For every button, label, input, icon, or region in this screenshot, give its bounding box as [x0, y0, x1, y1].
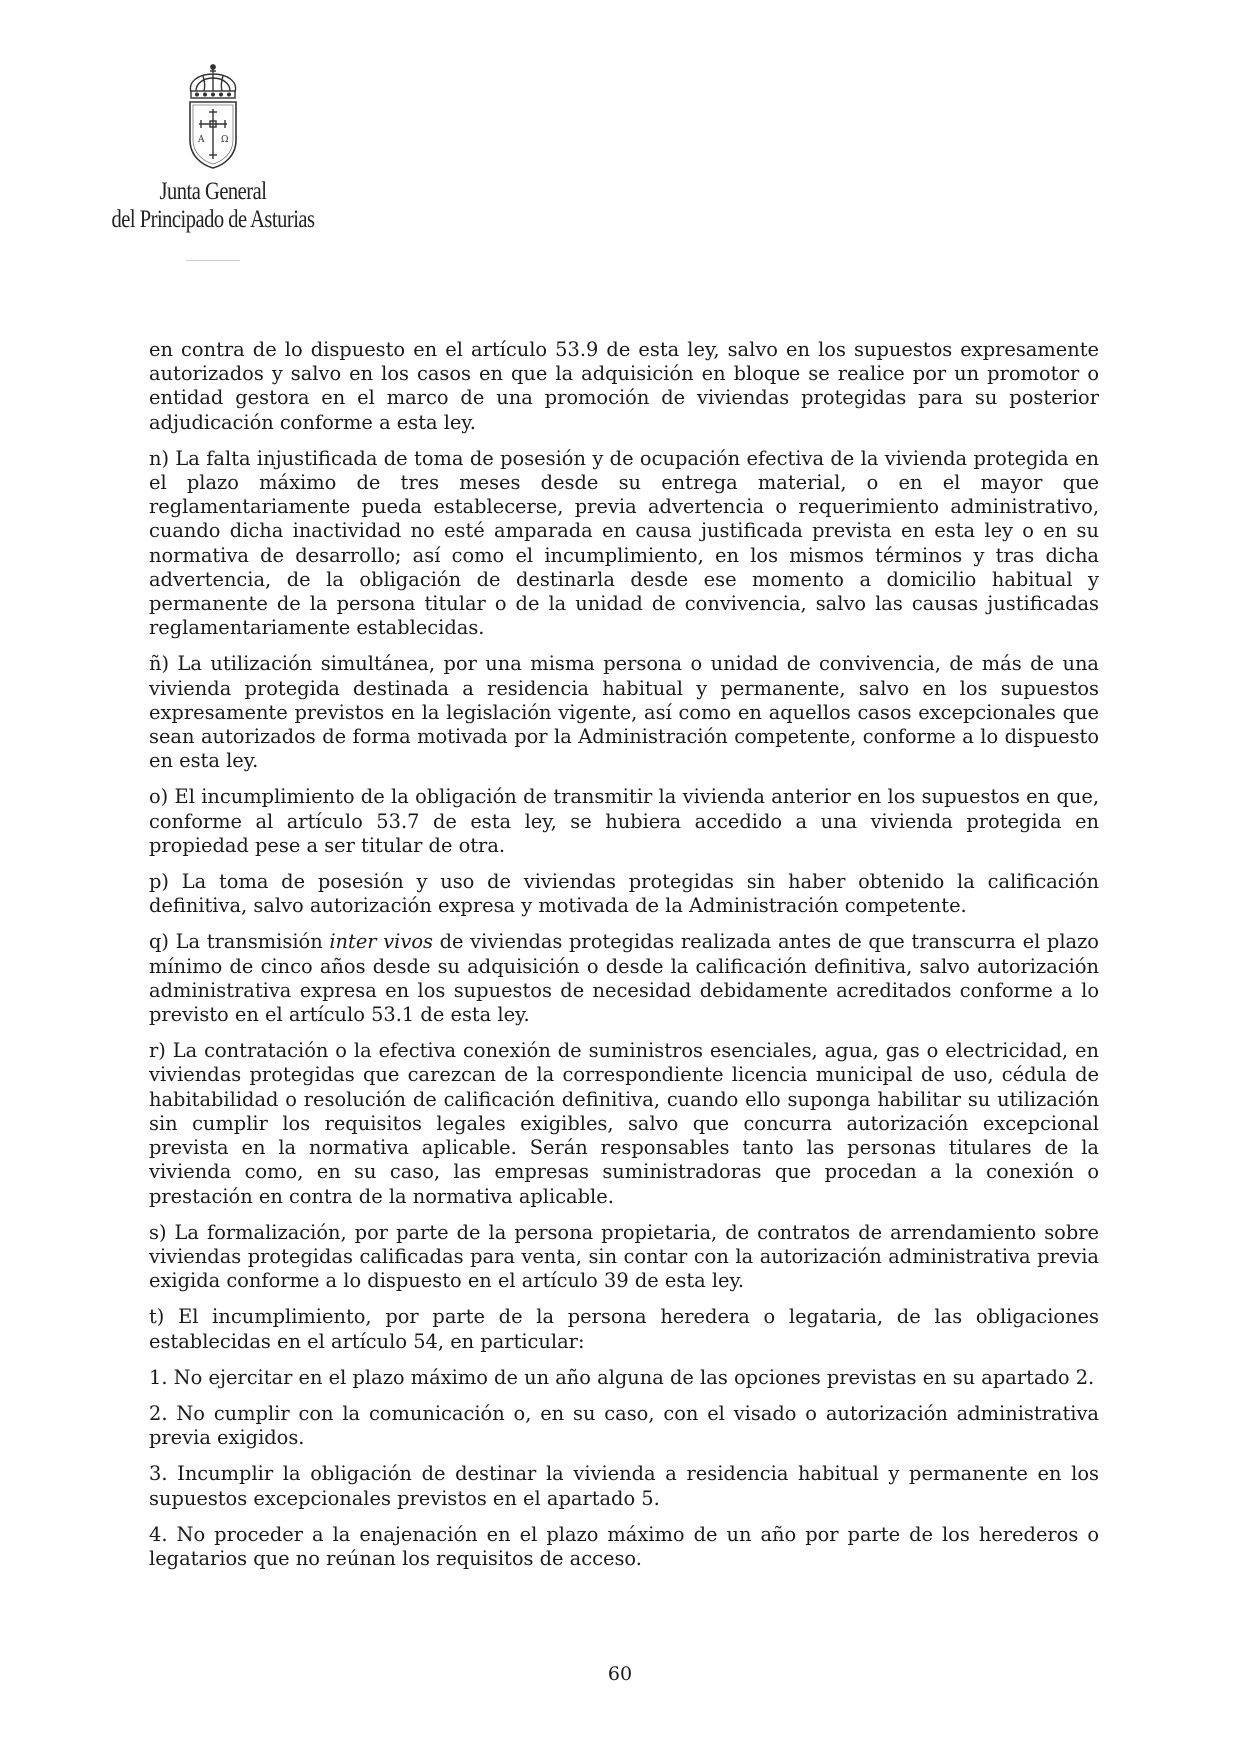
- paragraph-item-p: p) La toma de posesión y uso de viviendas protegidas sin haber obtenido la calificación definitiva, salvo autorización expresa y motivada de la Administración competente.: [149, 870, 1099, 918]
- paragraph-item-enye: ñ) La utilización simultánea, por una misma persona o unidad de convivencia, de más de una vivienda protegida destinada a residencia habitual y permanente, salvo en los supuestos expresamente previstos en la legislación vigente, así como en aquellos casos excepcionales que sean autorizados de forma motivada por la Administración competente, conforme a lo dispuesto en esta ley.: [149, 652, 1099, 773]
- page-header: [88, 62, 338, 261]
- paragraph-item-n: n) La falta injustificada de toma de posesión y de ocupación efectiva de la vivienda protegida en el plazo máximo de tres meses desde su entrega material, o en el mayor que reglamentariamente pueda establecerse, previa advertencia o requerimiento administrativo, cuando dicha inactividad no esté amparada en causa justificada prevista en esta ley o en su normativa de desarrollo; así como el incumplimiento, en los mismos términos y tras dicha advertencia, de la obligación de destinarla desde ese momento a domicilio habitual y permanente de la persona titular o de la unidad de convivencia, salvo las causas justificadas reglamentariamente establecidas.: [149, 446, 1099, 640]
- svg-text:A: A: [198, 135, 205, 145]
- coat-of-arms-icon: [182, 62, 244, 172]
- paragraph-item-t: t) El incumplimiento, por parte de la persona heredera o legataria, de las obligaciones establecidas en el artículo 54, en particular:: [149, 1305, 1099, 1353]
- paragraph-continuation: en contra de lo dispuesto en el artículo 53.9 de esta ley, salvo en los supuestos expresamente autorizados y salvo en los casos en que la adquisición en bloque se realice por un promotor o entidad gestora en el marco de una promoción de viviendas protegidas para su posterior adjudicación conforme a esta ley.: [149, 338, 1099, 434]
- para-q-end: de viviendas protegidas realizada antes de que transcurra el plazo mínimo de cinco años desde su adquisición o desde la calificación definitiva, salvo autorización administrativa expresa en los supuestos de necesidad debidamente acreditados conforme a lo previsto en el artículo 53.1 de esta ley.: [149, 930, 1099, 1027]
- svg-text:Ω: Ω: [221, 135, 229, 145]
- para-q-start: q) La transmisión: [149, 930, 330, 954]
- org-name-line1: Junta General: [159, 178, 267, 205]
- paragraph-subitem-3: 3. Incumplir la obligación de destinar la vivienda a residencia habitual y permanente en los supuestos excepcionales previstos en el apartado 5.: [149, 1462, 1099, 1510]
- org-name-line2: del Principado de Asturias: [111, 206, 315, 233]
- page-number: 60: [607, 1663, 633, 1685]
- document-body: [149, 338, 1099, 1583]
- paragraph-item-o: o) El incumplimiento de la obligación de transmitir la vivienda anterior en los supuestos en que, conforme al artículo 53.7 de esta ley, se hubiera accedido a una vivienda protegida en propiedad pese a ser titular de otra.: [149, 785, 1099, 857]
- organization-name: [111, 178, 316, 234]
- paragraph-item-s: s) La formalización, por parte de la persona propietaria, de contratos de arrendamiento sobre viviendas protegidas calificadas para venta, sin contar con la autorización administrativa previa exigida conforme a lo dispuesto en el artículo 39 de esta ley.: [149, 1220, 1099, 1293]
- header-divider: [186, 260, 240, 261]
- paragraph-subitem-1: 1. No ejercitar en el plazo máximo de un año alguna de las opciones previstas en su apartado 2.: [149, 1365, 1095, 1389]
- paragraph-item-q: [149, 930, 1099, 1027]
- para-q-italic: inter vivos: [329, 930, 433, 954]
- paragraph-subitem-4: 4. No proceder a la enajenación en el plazo máximo de un año por parte de los herederos o legatarios que no reúnan los requisitos de acceso.: [149, 1522, 1099, 1570]
- paragraph-subitem-2: 2. No cumplir con la comunicación o, en su caso, con el visado o autorización administrativa previa exigidos.: [149, 1401, 1099, 1450]
- paragraph-item-r: r) La contratación o la efectiva conexión de suministros esenciales, agua, gas o electricidad, en viviendas protegidas que carezcan de la correspondiente licencia municipal de uso, cédula de habitabilidad o resolución de calificación definitiva, cuando ello suponga habilitar su utilización sin cumplir los requisitos legales exigibles, salvo que concurra autorización excepcional prevista en la normativa aplicable. Serán responsables tanto las personas titulares de la vivienda como, en su caso, las empresas suministradoras que procedan a la conexión o prestación en contra de la normativa aplicable.: [149, 1039, 1099, 1208]
